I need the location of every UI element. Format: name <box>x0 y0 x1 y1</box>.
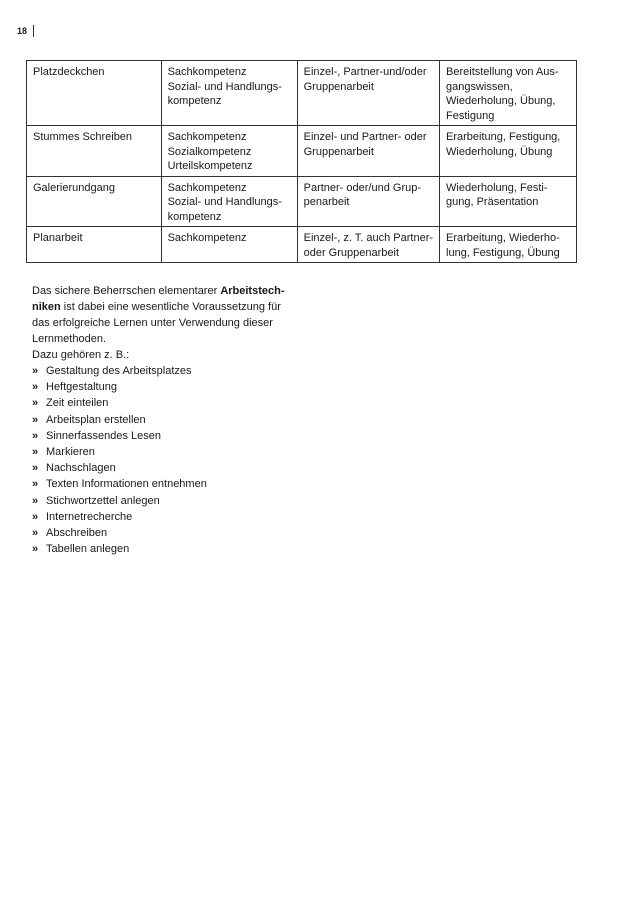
bullet-icon: » <box>32 429 39 442</box>
page-number: 18 <box>17 25 34 37</box>
table-cell-method <box>27 61 162 126</box>
cell-line: penarbeit <box>303 196 350 208</box>
bullet-icon: » <box>32 365 39 377</box>
list-item <box>32 493 302 509</box>
bullet-icon: » <box>32 494 39 507</box>
cell-line: Planarbeit <box>33 232 83 244</box>
cell-line: Wiederholung, Übung, <box>446 95 556 107</box>
table-row <box>27 227 577 263</box>
bullet-icon: » <box>32 397 39 410</box>
list-item <box>32 476 302 492</box>
table-cell-method <box>27 227 162 263</box>
table-cell-phase <box>440 227 577 263</box>
list-item <box>32 541 302 557</box>
cell-line: Erarbeitung, Wiederho- <box>446 232 560 244</box>
text-block <box>32 283 302 557</box>
bullet-icon: » <box>32 381 39 394</box>
cell-line: gangswissen, <box>446 80 513 93</box>
cell-line: Festigung <box>446 109 495 122</box>
list-item-label: Nachschlagen <box>46 462 116 475</box>
cell-line: Sachkompetenz <box>167 232 247 244</box>
cell-line: Erarbeitung, Festigung, <box>446 131 561 143</box>
table-cell-competence <box>161 176 297 227</box>
cell-line: Stummes Schreiben <box>33 131 133 143</box>
table-cell-competence <box>161 61 297 126</box>
cell-line: Partner- oder/und Grup- <box>303 181 421 194</box>
table-row <box>27 126 577 177</box>
table-cell-phase <box>440 176 577 227</box>
table-cell-method <box>27 126 162 177</box>
cell-line: lung, Festigung, Übung <box>446 246 560 259</box>
list-item <box>32 428 302 444</box>
cell-line: Sachkompetenz <box>167 66 247 78</box>
bullet-icon: » <box>32 543 39 556</box>
cell-line: Gruppenarbeit <box>303 145 374 158</box>
list-item-label: Texten Informationen entnehmen <box>46 478 207 491</box>
cell-line: Einzel-, Partner-und/oder <box>303 66 427 78</box>
list-item-label: Markieren <box>46 446 95 459</box>
list-item <box>32 525 302 541</box>
bullet-icon: » <box>32 462 39 475</box>
table-cell-phase <box>440 61 577 126</box>
bullet-icon: » <box>32 446 39 459</box>
paragraph-line-3: das erfolgreiche Lernen unter Verwendung dieser <box>32 317 273 329</box>
cell-line: Sachkompetenz <box>167 181 247 194</box>
bullet-icon: » <box>32 510 39 523</box>
list-item-label: Stichwortzettel anlegen <box>46 494 160 507</box>
intro-paragraph <box>32 283 302 363</box>
paragraph-bold-1: Arbeitstech- <box>220 285 285 297</box>
table-cell-phase <box>440 126 577 177</box>
list-item <box>32 379 302 395</box>
cell-line: Einzel-, z. T. auch Partner- <box>303 232 434 244</box>
list-item <box>32 412 302 428</box>
list-item-label: Abschreiben <box>46 527 108 540</box>
table-cell-social-form <box>297 227 439 263</box>
cell-line: kompetenz <box>167 210 222 223</box>
list-item <box>32 509 302 525</box>
list-item <box>32 395 302 411</box>
paragraph-line-5: Dazu gehören z. B.: <box>32 349 130 361</box>
cell-line: Wiederholung, Festi- <box>446 181 548 194</box>
list-item-label: Gestaltung des Arbeitsplatzes <box>46 365 192 377</box>
cell-line: Sozialkompetenz <box>167 145 252 158</box>
table-cell-competence <box>161 227 297 263</box>
list-item-label: Heftgestaltung <box>46 381 117 394</box>
cell-line: kompetenz <box>167 95 222 107</box>
bullet-icon: » <box>32 413 39 426</box>
techniques-list <box>32 363 302 557</box>
cell-line: Sachkompetenz <box>167 131 247 143</box>
table-row <box>27 61 577 126</box>
paragraph-line-2b: ist dabei eine wesentliche Voraussetzung für <box>60 301 281 313</box>
cell-line: gung, Präsentation <box>446 196 539 208</box>
methods-table <box>26 60 577 263</box>
bullet-icon: » <box>32 478 39 491</box>
cell-line: oder Gruppenarbeit <box>303 246 400 259</box>
list-item <box>32 444 302 460</box>
table-cell-social-form <box>297 176 439 227</box>
list-item <box>32 460 302 476</box>
table-cell-social-form <box>297 126 439 177</box>
table-row <box>27 176 577 227</box>
cell-line: Sozial- und Handlungs- <box>167 196 282 208</box>
table-cell-social-form <box>297 61 439 126</box>
list-item-label: Zeit einteilen <box>46 397 109 410</box>
cell-line: Bereitstellung von Aus- <box>446 66 559 78</box>
paragraph-line-4: Lernmethoden. <box>32 333 106 345</box>
list-item-label: Arbeitsplan erstellen <box>46 413 146 426</box>
cell-line: Galerierundgang <box>33 181 115 194</box>
list-item-label: Internetrecherche <box>46 510 133 523</box>
cell-line: Urteilskompetenz <box>167 160 253 172</box>
table-cell-method <box>27 176 162 227</box>
cell-line: Sozial- und Handlungs- <box>167 80 282 93</box>
cell-line: Gruppenarbeit <box>303 80 374 93</box>
list-item-label: Sinnerfassendes Lesen <box>46 429 161 442</box>
cell-line: Wiederholung, Übung <box>446 145 553 158</box>
cell-line: Platzdeckchen <box>33 66 105 78</box>
bullet-icon: » <box>32 527 39 540</box>
paragraph-bold-2: niken <box>32 301 61 313</box>
list-item-label: Tabellen anlegen <box>46 543 130 556</box>
cell-line: Einzel- und Partner- oder <box>303 131 427 143</box>
table-cell-competence <box>161 126 297 177</box>
list-item <box>32 363 302 379</box>
paragraph-line-1a: Das sichere Beherrschen elementarer <box>32 285 221 297</box>
